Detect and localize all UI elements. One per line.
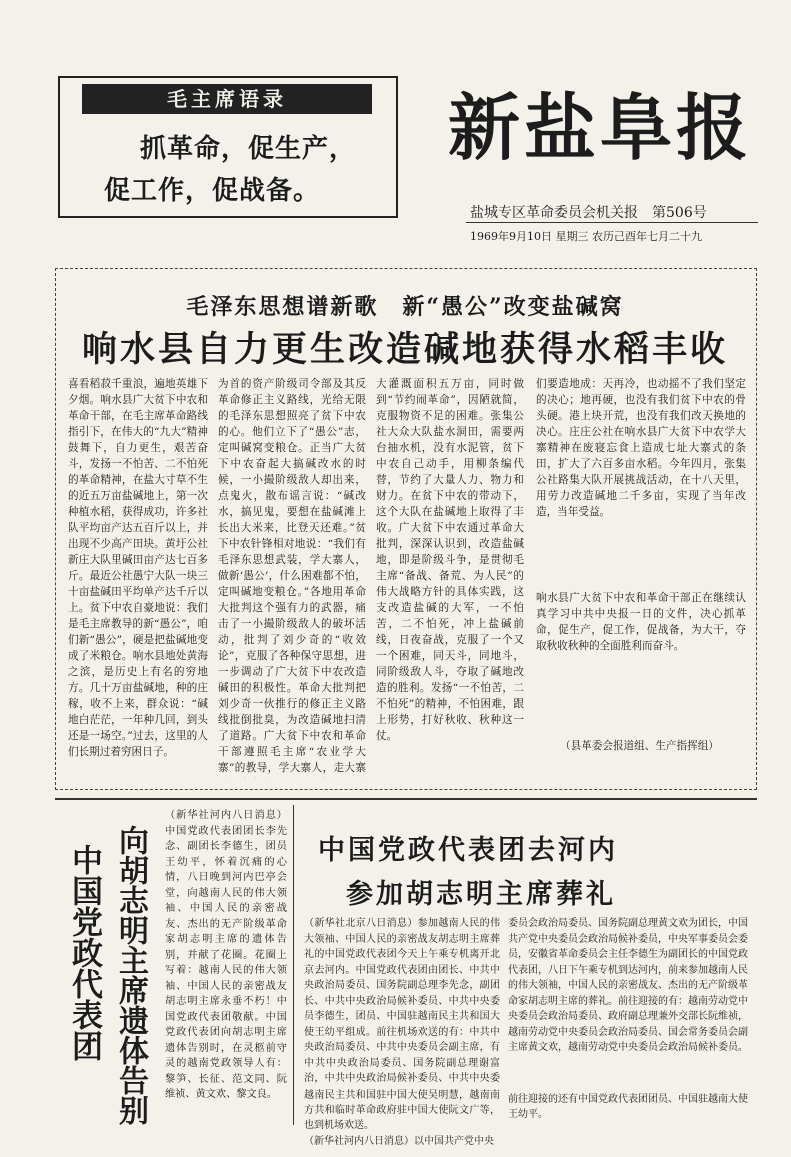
dateline: 1969年9月10日 星期三 农历己酉年七月二十九 (470, 230, 702, 243)
section-rule (55, 798, 757, 800)
quote-header: 毛主席语录 (82, 84, 372, 114)
lead-column-1: 喜看稻菽千重浪，遍地英雄下夕烟。响水县广大贫下中农和革命干部，在毛主席革命路线指引下，在伟大的“九大”精神鼓舞下，自力更生，艰苦奋斗，发扬一不怕苦、二不怕死的革命精神，在盐大寸草不生的近五万亩盐碱地上，第一次种植水稻，获得成功，许多社队平均亩产达五百斤以上，并出现不少高产田块。黄圩公社新庄大队里碱田亩产达七百多斤。最近公社愚宁大队一块三十亩盐碱田平均单产达千斤以上。贫下中农自豪地说：我们是毛主席教导的新“愚公”，咱们新“愚公”，硬是把盐碱地变成了米粮仓。响水县地处黄海之滨，是历史上有名的穷地方。几十万亩盐碱地，种的庄稼，收不上来，群众说：“碱地白茫茫，一年种几回，到头还是一场空。”过去，这里的人们长期过着穷困日子。 (68, 378, 208, 758)
newspaper-subtitle: 盐城专区革命委员会机关报 第506号 (470, 205, 707, 221)
funeral-headline-2: 参加胡志明主席葬礼 (346, 879, 616, 910)
vertical-title-right: 向胡志明主席遗体告别 (113, 825, 148, 1125)
lead-column-2: 为首的资产阶级司令部及其反革命修正主义路线，光给无限的毛泽东思想照亮了贫下中农的心。他们立下了“愚公”志，定叫碱窝变粮仓。正当广大贫下中农奋起大搞碱改水的时候，一小撮阶级敌人却出来，点鬼火，散布谣言说：“碱改水，搞见鬼，要想在盐碱滩上长出大米来，比登天还难。”贫下中农针锋相对地说：“我们有毛泽东思想武装，学大寨人，做新‘愚公’，什么困难都不怕，定叫碱地变粮仓。”各地用革命大批判这个强有力的武器，痛击了一小撮阶级敌人的破坏活动，批判了刘少奇的“收效论”，克服了各种保守思想，进一步调动了广大贫下中农改造碱田的积极性。革命大批判把刘少奇一伙推行的修正主义路线批倒批臭，为改造碱地扫清了道路。广大贫下中农和革命干部遵照毛主席“农业学大寨”的教导，学大寨人，走大寨 (218, 378, 366, 774)
masthead-rule (466, 222, 758, 223)
funeral-bottom-note-2: （新华社河内八日消息）以中国共产党中央 (304, 1136, 494, 1147)
funeral-closing: 前往迎接的还有中国党政代表团团员、中国驻越南大使王幼平。 (508, 1094, 748, 1120)
funeral-headline-1: 中国党政代表团去河内 (318, 835, 618, 866)
newspaper-title: 新盐阜报 (448, 86, 753, 170)
funeral-column-b: 委员会政治局委员、国务院副总理黄文欢为团长，中国共产党中央委员会政治局候补委员，中央军事委员会委员，安徽省革命委员会主任李德生为副团长的中国党政代表团，八日下午乘专机到达河内，前来参加越南人民的伟大领袖，中国人民的亲密战友、杰出的无产阶级革命家胡志明主席的葬礼。前往迎接的有：越南劳动党中央委员会政治局委员、政府副总理兼外交部长阮维祯，越南劳动党中央委员会政治局委员、国会常务委员会副主席黄文欢，越南劳动党中央委员会政治局候补委员。 (508, 918, 748, 1053)
quote-line-1: 抓革命，促生产， (140, 134, 357, 164)
lead-column-5: 响水县广大贫下中农和革命干部正在继续认真学习中共中央报一日的文件，决心抓革命，促生产，促工作，促战备，为大干，夺取秋收秋种的全面胜利而奋斗。 (536, 592, 746, 652)
lead-source: （县革委会报道组、生产指挥组） (560, 740, 719, 752)
quote-line-2: 促工作，促战备。 (104, 176, 321, 206)
lead-column-3: 大灌溉面积五万亩，同时做到“节约闹革命”，因陋就简，克服物资不足的困难。张集公社大众大队盐水洞田，需要两台抽水机，没有水泥管，贫下中农自己动手，用柳条编代替，节约了大量人力、物力和财力。在贫下中农的带动下，这个大队在盐碱地上取得了丰收。广大贫下中农通过革命大批判，深深认识到，改造盐碱地，即是阶级斗争，是贯彻毛主席“备战、备荒、为人民”的伟大战略方针的具体实践，这支改造盐碱的大军，一不怕苦，二不怕死，冲上盐碱前线，日夜奋战，克服了一个又一个困难，同天斗，同地斗，同阶级敌人斗，夺取了碱地改造的胜利。发扬“一不怕苦，二不怕死”的精神，不怕困难，跟上形势，打好秋收、秋种这一仗。 (376, 378, 524, 742)
lead-headline: 响水县自力更生改造碱地获得水稻丰收 (81, 330, 728, 370)
funeral-bottom-note: 越南民主共和国驻中国大使吴明慧，越南南方共和临时革命政府驻中国大使阮文广等，也到机场欢送。 (304, 1090, 500, 1131)
funeral-column-a: （新华社北京八日消息）参加越南人民的伟大领袖、中国人民的亲密战友胡志明主席葬礼的中国党政代表团今天上午乘专机离开北京去河内。中国党政代表团由团长、中共中央政治局委员、国务院副总理李先念，副团长、中共中央政治局候补委员、中共中央委员李德生，团员、中国驻越南民主共和国大使王幼平组成。前往机场欢送的有：中共中央政治局委员、中共中央委员会副主席，有中共中央政治局委员、国务院副总理谢富治，中共中央政治局候补委员、中共中央委 (304, 918, 500, 1084)
vertical-title-left: 中国党政代表团 (66, 843, 102, 1061)
lead-kicker: 毛泽东思想谱新歌 新“愚公”改变盐碱窝 (186, 294, 624, 320)
farewell-text: （新华社河内八日消息）中国党政代表团团长李先念、副团长李德生，团员王幼平，怀着沉痛的心情，八日晚到河内巴亭会堂，向越南人民的伟大领袖、中国人民的亲密战友、杰出的无产阶级革命家胡志明主席的遗体告别，并献了花圈。花圈上写着：越南人民的伟大领袖、中国人民的亲密战友胡志明主席永垂不朽！中国党政代表团敬献。中国党政代表团向胡志明主席遗体告别时，在灵柩前守灵的越南党政领导人有：黎笋、长征、范文同、阮维祯、黄文欢、黎文良。 (165, 810, 287, 1100)
lead-column-4: 们要造地成：天再冷，也动摇不了我们坚定的决心；地再硬，也没有我们贫下中农的骨头硬。港上块开荒，也没有我们改天换地的决心。庄庄公社在响水县广大贫下中农学大寨精神在废寝忘食上造成七址大寨式的条田，扩大了六百多亩水稻。今年四月，张集公社路集大队开展挑战活动，在十八天里，用劳力改造碱地二千多亩，实现了当年改造，当年受益。 (536, 378, 746, 518)
column-divider (293, 805, 294, 1125)
